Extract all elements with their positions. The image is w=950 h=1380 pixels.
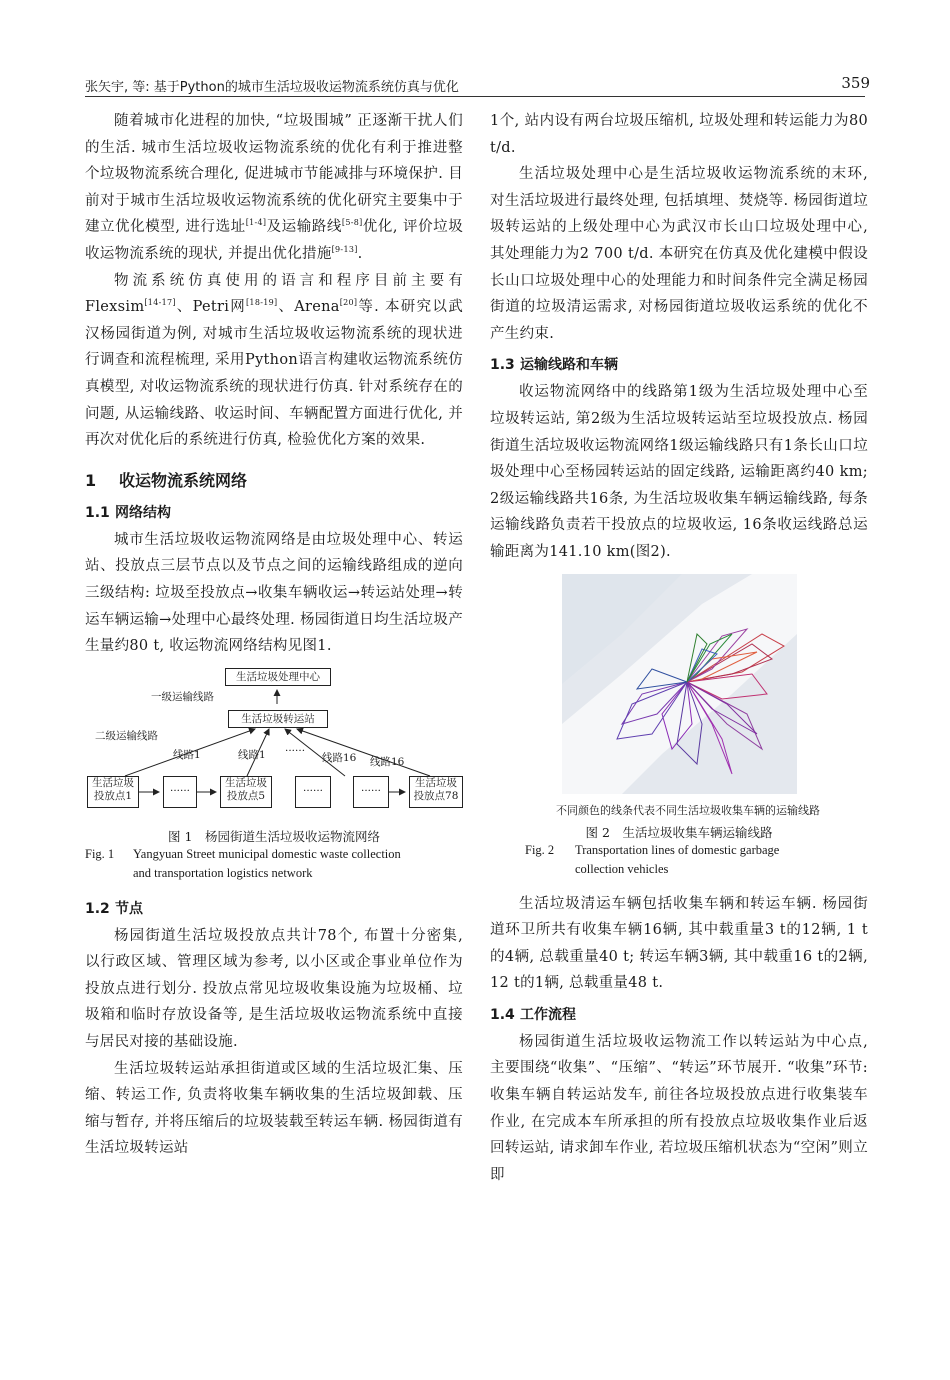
route-label: 线路16	[322, 751, 357, 764]
route-map-image	[562, 574, 797, 794]
intro-paragraph-1: 随着城市化进程的加快, “垃圾围城” 正逐渐干扰人们的生活. 城市生活垃圾收运物流系统的优化有利于推进整个垃圾物流系统合理化, 促进城市节能减排与环境保护. 目前对于城市生活垃圾收运物流系统的优化研究主要集中于建立优化模型, 进行选址[1-4]及运输路线[5-8]优化, 评价垃圾收运物流系统的现状, 并提出优化措施[9-13].	[85, 113, 464, 262]
right-column	[490, 108, 868, 1188]
level-1-route-label: 一级运输线路	[151, 690, 214, 703]
running-header	[85, 74, 870, 97]
citation: [18-19]	[246, 298, 278, 308]
network-structure-paragraph: 城市生活垃圾收运物流网络是由垃圾处理中心、转运站、投放点三层节点以及节点之间的运输线路组成的逆向三级结构: 垃圾至投放点→收集车辆收运→转运站处理→转运车辆运输→处理中心最终处理. 杨园街道日均生活垃圾产生量约80 t, 收运物流网络结构见图1.	[85, 531, 463, 655]
routes-paragraph: 收运物流网络中的线路第1级为生活垃圾处理中心至垃圾转运站, 第2级为生活垃圾转运站至垃圾投放点. 杨园街道生活垃圾收运物流网络1级运输线路只有1条长山口垃圾处理中心至杨园转运站的固定线路, 运输距离约40 km; 2级运输线路共16条, 为生活垃圾收集车辆运输线路, 每条运输线路负责若干投放点的垃圾收运, 16条收运线路总运输距离为141.10 km(图2).	[490, 384, 868, 560]
page-number: 359	[841, 74, 870, 92]
level-2-route-label: 二级运输线路	[95, 729, 158, 742]
figure-1-caption-en: Fig. 1 Yangyuan Street municipal domestic waste collection and transportation logistics network	[85, 846, 401, 880]
running-title: 张矢宇, 等: 基于Python的城市生活垃圾收运物流系统仿真与优化	[85, 80, 459, 95]
route-label: 线路16	[370, 755, 405, 768]
figure-1-caption-zh: 图 1 杨园街道生活垃圾收运物流网络	[168, 828, 380, 844]
ellipsis-box: ······	[163, 776, 197, 808]
route-label: 线路1	[238, 748, 266, 761]
processing-center-paragraph: 生活垃圾处理中心是生活垃圾收运物流系统的末环, 对生活垃圾进行最终处理, 包括填埋、焚烧等. 杨园街道垃圾转运站的上级处理中心为武汉市长山口垃圾处理中心, 其处理能力为2 700 t/d. 本研究在仿真及优化建模中假设长山口垃圾处理中心的处理能力和时间条件完全满足杨园街道的垃圾清运需求, 对杨园街道垃圾收运系统的优化不产生约束.	[490, 166, 868, 342]
citation: [20]	[339, 298, 358, 308]
intro-paragraph-2: 物流系统仿真使用的语言和程序目前主要有Flexsim[14-17]、Petri网[18-19]、Arena[20]等. 本研究以武汉杨园街道为例, 对城市生活垃圾收运物流系统的现状进行调查和流程梳理, 采用Python语言构建收运物流系统仿真模型, 对收运物流系统的现状进行仿真. 针对系统存在的问题, 从运输线路、收运时间、车辆配置方面进行优化, 并再次对优化后的系统进行仿真, 检验优化方案的效果.	[85, 272, 463, 449]
station-capacity-paragraph: 1个, 站内设有两台垃圾压缩机, 垃圾处理和转运能力为80 t/d.	[490, 113, 868, 156]
ellipsis-box: ······	[353, 776, 389, 808]
processing-center-box: 生活垃圾处理中心	[225, 668, 331, 686]
citation: [9-13]	[331, 245, 358, 255]
figure-2-caption-zh: 图 2 生活垃圾收集车辆运输线路	[585, 824, 773, 840]
transfer-station-box: 生活垃圾转运站	[228, 710, 328, 728]
section-1-4-heading: 1.4 工作流程	[490, 1006, 576, 1023]
ellipsis-box: ······	[295, 776, 331, 808]
figure-1-connectors	[85, 668, 463, 823]
route-ellipsis: ······	[285, 744, 306, 757]
drop-point-78-box: 生活垃圾 投放点78	[409, 776, 463, 808]
citation: [1-4]	[245, 218, 267, 228]
figure-1-network-diagram	[85, 668, 463, 823]
route-label: 线路1	[173, 748, 201, 761]
nodes-paragraph: 杨园街道生活垃圾投放点共计78个, 布置十分密集, 以行政区域、管理区域为参考, 以小区或企事业单位作为投放点进行划分. 投放点常见垃圾收集设施为垃圾桶、垃圾箱和临时存放设备等, 是生活垃圾收运物流系统中直接与居民对接的基础设施.	[85, 927, 463, 1051]
citation: [5-8]	[341, 218, 363, 228]
vehicles-paragraph: 生活垃圾清运车辆包括收集车辆和转运车辆. 杨园街道环卫所共有收集车辆16辆, 其中载重量3 t的12辆, 1 t的4辆, 总载重量40 t; 转运车辆3辆, 其中载重16 t的2辆, 12 t的1辆, 总载重量48 t.	[490, 895, 868, 992]
figure-2-legend-note: 不同颜色的线条代表不同生活垃圾收集车辆的运输线路	[556, 803, 820, 817]
transfer-station-paragraph: 生活垃圾转运站承担街道或区域的生活垃圾汇集、压缩、转运工作, 负责将收集车辆收集的生活垃圾卸载、压缩与暂存, 并将压缩后的垃圾装载至转运车辆. 杨园街道有生活垃圾转运站	[85, 1060, 463, 1157]
figure-2-route-map	[562, 574, 797, 794]
section-1-3-heading: 1.3 运输线路和车辆	[490, 357, 618, 374]
left-column	[85, 108, 463, 1162]
drop-point-1-box: 生活垃圾 投放点1	[87, 776, 139, 808]
figure-2-caption-en: Fig. 2 Transportation lines of domestic garbage collection vehicles	[525, 842, 780, 876]
citation: [14-17]	[144, 298, 176, 308]
section-1-1-heading: 1.1 网络结构	[85, 504, 171, 521]
workflow-paragraph: 杨园街道生活垃圾收运物流工作以转运站为中心点, 主要围绕“收集”、“压缩”、“转运”环节展开. “收集”环节: 收集车辆自转运站发车, 前往各垃圾投放点进行收集装车作业, 在完成本车所承担的所有投放点垃圾收集作业后返回转运站, 请求卸车作业, 若垃圾压缩机状态为“空闲”则立即	[490, 1033, 868, 1183]
section-1-2-heading: 1.2 节点	[85, 900, 143, 917]
section-1-heading: 1 收运物流系统网络	[85, 470, 248, 490]
drop-point-5-box: 生活垃圾 投放点5	[220, 776, 272, 808]
